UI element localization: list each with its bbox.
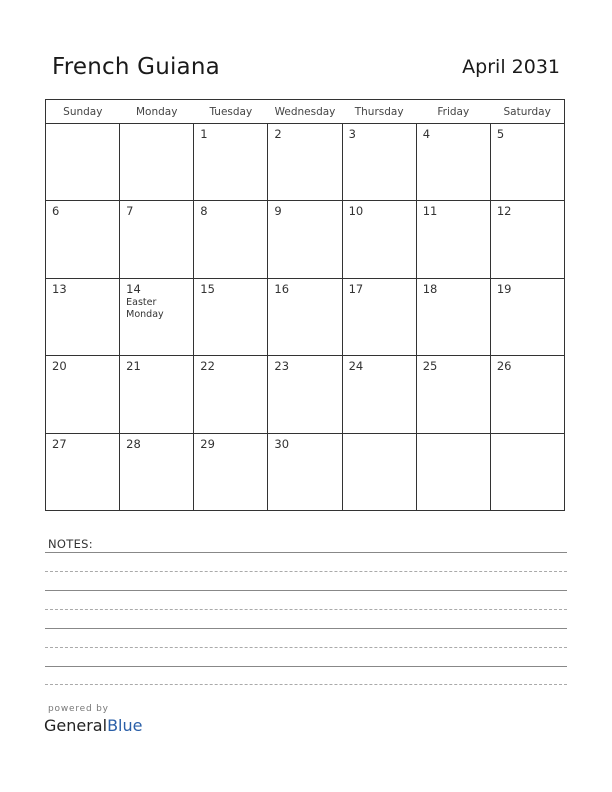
- day-number: [46, 124, 119, 127]
- day-cell: [416, 201, 490, 278]
- day-number: 28: [126, 436, 141, 451]
- weekday-header-row: [46, 100, 565, 124]
- day-number: [120, 124, 193, 127]
- day-number: 7: [126, 204, 134, 219]
- day-number: 29: [200, 436, 215, 451]
- brand-name-part2: Blue: [107, 716, 143, 735]
- weekday-header: Thursday: [342, 100, 416, 124]
- day-number: 10: [348, 204, 364, 219]
- day-number: 19: [496, 281, 512, 296]
- week-row: [46, 278, 565, 355]
- weekday-header: Sunday: [46, 100, 120, 124]
- day-cell: [416, 124, 490, 201]
- day-number: 26: [496, 359, 512, 374]
- day-number: 4: [422, 127, 431, 141]
- calendar-country-title: French Guiana: [52, 54, 220, 80]
- day-number: 23: [274, 359, 290, 374]
- weekday-header: Saturday: [490, 100, 564, 124]
- day-cell: [416, 356, 490, 433]
- notes-line: [45, 609, 567, 610]
- weekday-header: Friday: [416, 100, 490, 124]
- day-cell: [268, 356, 342, 433]
- day-number: 20: [52, 359, 67, 374]
- day-cell: [342, 356, 416, 433]
- day-number: 6: [52, 204, 60, 219]
- day-number: 21: [126, 359, 141, 374]
- day-number: 16: [274, 281, 290, 296]
- notes-line: [45, 684, 567, 685]
- day-number: [343, 434, 416, 437]
- calendar-grid: [45, 99, 565, 511]
- notes-line: [45, 647, 567, 648]
- day-number: 24: [348, 359, 364, 374]
- day-cell: [268, 433, 342, 510]
- day-cell: [194, 356, 268, 433]
- day-number: 14: [126, 281, 141, 296]
- day-cell: [342, 433, 416, 510]
- day-cell: [490, 278, 564, 355]
- calendar-body: [46, 124, 565, 511]
- day-cell: [194, 201, 268, 278]
- day-number: 3: [348, 127, 356, 141]
- notes-line: [45, 552, 567, 553]
- day-cell: [194, 433, 268, 510]
- day-cell: [268, 278, 342, 355]
- notes-label: NOTES:: [48, 537, 93, 551]
- day-cell: [120, 201, 194, 278]
- calendar-month-title: April 2031: [462, 56, 560, 78]
- day-cell: [268, 124, 342, 201]
- generalblue-logo[interactable]: [44, 716, 142, 735]
- day-cell: [120, 356, 194, 433]
- day-number: 17: [348, 281, 364, 296]
- day-number: [417, 434, 490, 437]
- day-cell: [194, 124, 268, 201]
- day-cell: [490, 356, 564, 433]
- day-cell: [342, 124, 416, 201]
- day-cell: [46, 278, 120, 355]
- day-cell: [120, 124, 194, 201]
- week-row: [46, 356, 565, 433]
- day-number: [491, 434, 564, 437]
- week-row: [46, 124, 565, 201]
- day-number: 12: [496, 204, 512, 219]
- day-cell: [490, 201, 564, 278]
- holiday-label: Easter Monday: [126, 296, 164, 320]
- day-cell: [194, 278, 268, 355]
- day-number: 13: [52, 281, 67, 296]
- day-cell: [268, 201, 342, 278]
- day-cell: [120, 433, 194, 510]
- day-number: 22: [200, 359, 215, 374]
- day-number: 1: [200, 127, 208, 141]
- day-number: 18: [422, 281, 438, 296]
- day-cell: [46, 433, 120, 510]
- day-number: 11: [422, 204, 438, 219]
- day-cell: [416, 278, 490, 355]
- day-cell: [490, 124, 564, 201]
- day-number: 8: [200, 204, 208, 219]
- day-number: 30: [274, 436, 290, 451]
- day-number: 15: [200, 281, 215, 296]
- day-number: 5: [496, 127, 505, 141]
- powered-by-label: powered by: [48, 704, 109, 714]
- notes-line: [45, 590, 567, 591]
- day-cell: [46, 124, 120, 201]
- notes-line: [45, 628, 567, 629]
- week-row: [46, 433, 565, 510]
- day-cell: [46, 356, 120, 433]
- notes-line: [45, 666, 567, 667]
- day-number: 2: [274, 127, 282, 141]
- day-cell: [120, 278, 194, 355]
- week-row: [46, 201, 565, 278]
- day-number: 27: [52, 436, 67, 451]
- day-number: 9: [274, 204, 282, 219]
- day-cell: [490, 433, 564, 510]
- brand-name-part1: General: [44, 716, 108, 735]
- day-cell: [416, 433, 490, 510]
- day-cell: [342, 201, 416, 278]
- notes-line: [45, 571, 567, 572]
- weekday-header: Monday: [120, 100, 194, 124]
- day-cell: [342, 278, 416, 355]
- day-cell: [46, 201, 120, 278]
- weekday-header: Wednesday: [268, 100, 342, 124]
- day-number: 25: [422, 359, 438, 374]
- weekday-header: Tuesday: [194, 100, 268, 124]
